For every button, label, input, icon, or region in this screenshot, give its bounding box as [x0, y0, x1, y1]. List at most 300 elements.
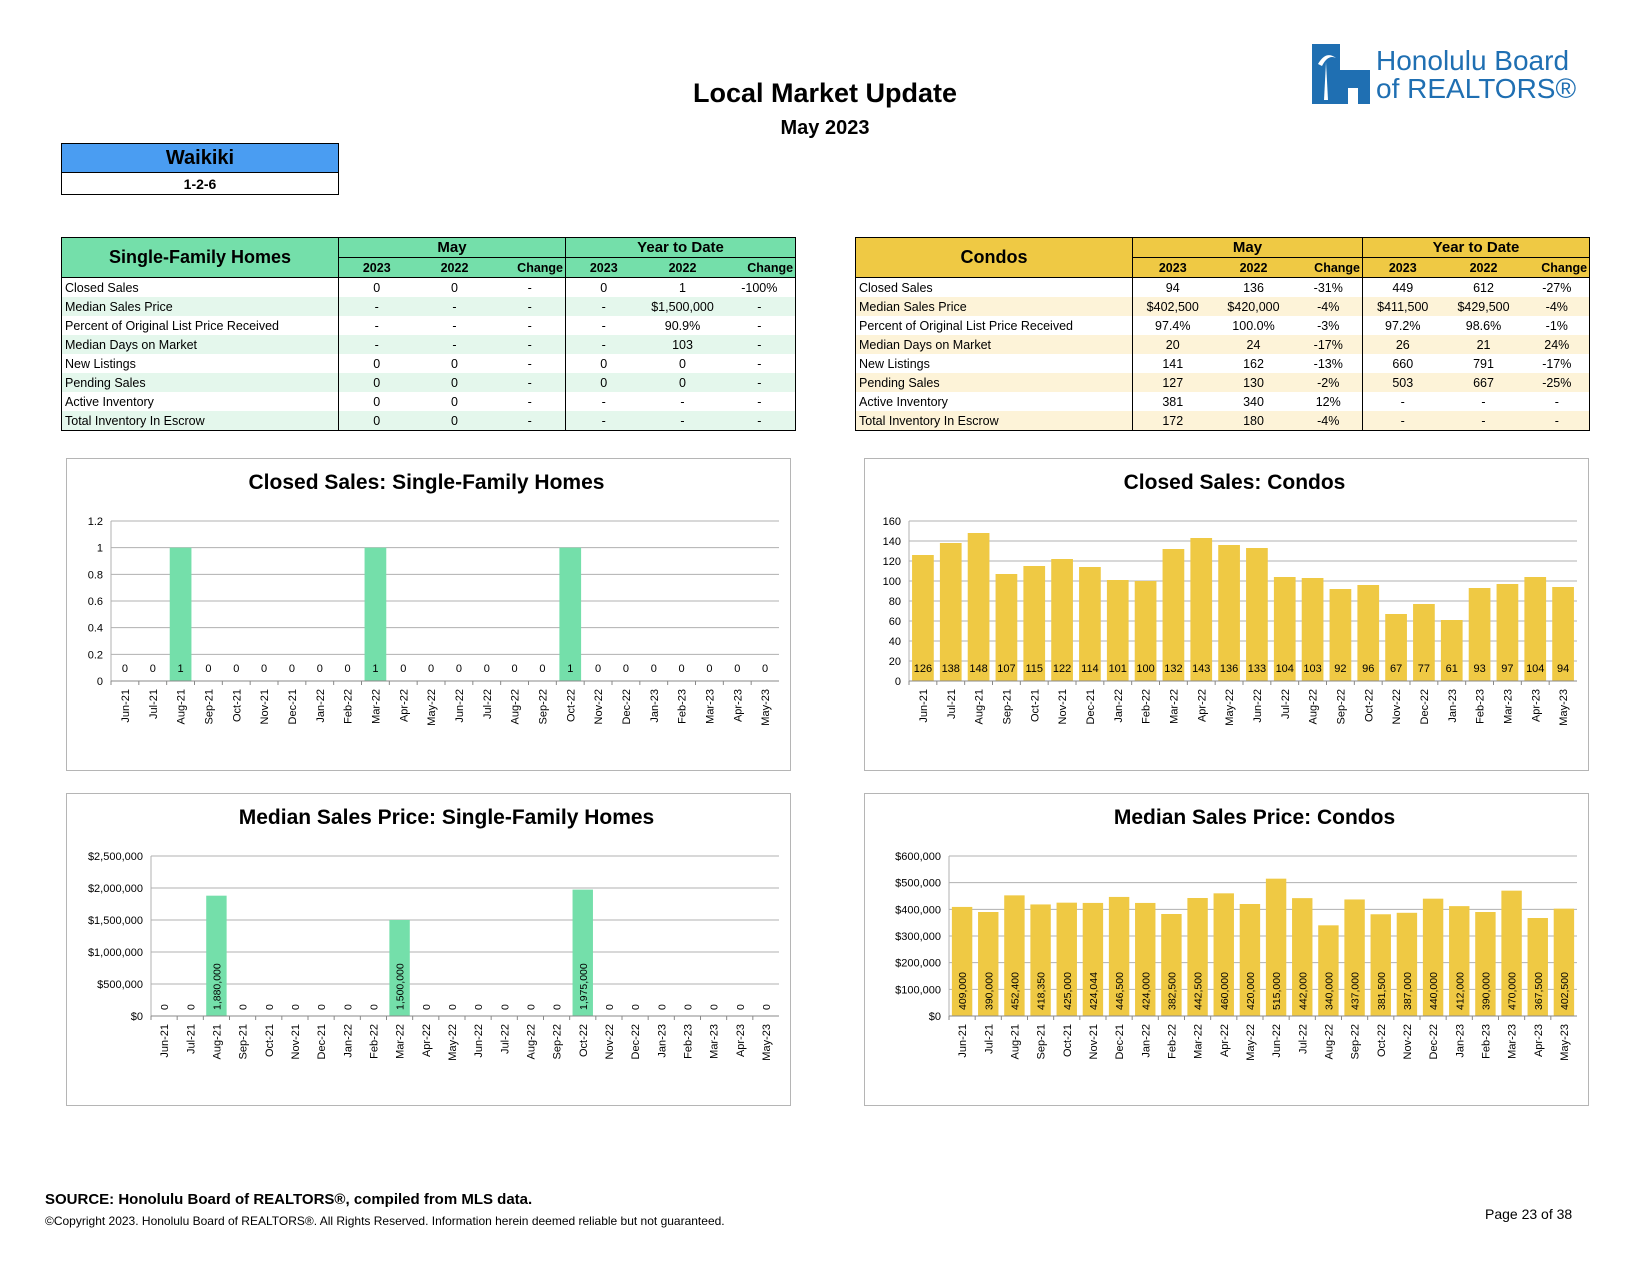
data-label: 0: [706, 663, 713, 675]
x-tick-label: Aug-22: [525, 1024, 538, 1060]
x-tick-label: Jul-21: [185, 1024, 198, 1054]
data-label: 0: [288, 663, 295, 675]
x-tick-label: Jan-22: [1112, 689, 1125, 723]
row-value: 20: [1133, 335, 1213, 354]
data-label: 418,350: [1035, 972, 1048, 1010]
data-label: 114: [1081, 663, 1099, 675]
row-label: Median Sales Price: [856, 297, 1133, 316]
row-value: 667: [1443, 373, 1525, 392]
x-tick-label: Nov-21: [1057, 689, 1070, 725]
y-tick-label: $2,000,000: [87, 883, 143, 895]
condo-table-row: [856, 411, 1590, 431]
row-value: 0: [566, 373, 642, 392]
row-value: -: [495, 335, 566, 354]
row-value: -: [339, 335, 415, 354]
data-label: 0: [261, 663, 268, 675]
x-tick-label: May-23: [1558, 689, 1571, 726]
x-tick-label: Jul-22: [1279, 689, 1292, 719]
row-value: 0: [642, 373, 724, 392]
y-tick-label: 0.2: [87, 649, 103, 662]
condo-table-title: Condos: [856, 238, 1133, 278]
copyright-note: ©Copyright 2023. Honolulu Board of REALTORS®. All Rights Reserved. Information herein deemed reliable but not guaranteed.: [45, 1214, 725, 1228]
row-label: Pending Sales: [856, 373, 1133, 392]
x-tick-label: Jan-22: [314, 689, 327, 723]
row-value: -: [757, 318, 762, 333]
row-value: 0: [339, 392, 415, 411]
data-label: 0: [316, 1004, 329, 1010]
page-number: Page 23 of 38: [1485, 1206, 1573, 1222]
x-tick-label: Aug-21: [211, 1024, 224, 1060]
median-price-sfh-chart: [66, 793, 791, 1106]
x-tick-label: Jun-21: [159, 1024, 172, 1058]
x-tick-label: Mar-23: [1506, 1024, 1519, 1059]
sfh-table-row: [62, 392, 796, 411]
x-tick-label: Apr-23: [1532, 1024, 1545, 1058]
x-tick-label: Mar-23: [704, 689, 717, 724]
sfh-group-ytd: Year to Date: [566, 238, 796, 258]
row-value: -: [724, 373, 796, 392]
row-value: -100%: [741, 280, 778, 295]
x-tick-label: Jun-22: [473, 1024, 486, 1058]
x-tick-label: Sep-21: [1035, 1024, 1048, 1060]
row-value: 172: [1133, 411, 1213, 431]
sfh-stats-table: [61, 237, 796, 431]
x-tick-label: Jan-23: [656, 1024, 669, 1058]
palm-house-icon: [1312, 44, 1370, 104]
data-label: 0: [511, 663, 518, 675]
data-label: 0: [551, 1004, 564, 1010]
median-price-condo-chart: [864, 793, 1589, 1106]
sfh-table-row: [62, 335, 796, 354]
col-header: 2022: [1443, 258, 1525, 278]
x-tick-label: Sep-22: [1335, 689, 1348, 725]
y-tick-label: 20: [888, 656, 901, 668]
sfh-table-row: [62, 297, 796, 316]
row-value: -: [680, 394, 685, 409]
row-value: -: [339, 316, 415, 335]
row-value: -: [566, 335, 642, 354]
row-value: $411,500: [1363, 297, 1443, 316]
x-tick-label: Jun-21: [917, 689, 930, 723]
x-tick-label: Dec-21: [1114, 1024, 1127, 1060]
x-tick-label: Sep-21: [203, 689, 216, 725]
data-label: 1: [372, 663, 379, 675]
row-value: 97.4%: [1133, 316, 1213, 335]
chart-title: Closed Sales: Single-Family Homes: [248, 471, 605, 494]
y-tick-label: $500,000: [97, 979, 143, 991]
x-tick-label: Mar-22: [1168, 689, 1181, 724]
row-value: -4%: [1295, 297, 1363, 316]
y-tick-label: $200,000: [895, 957, 941, 970]
row-value: -: [1363, 411, 1443, 431]
x-tick-label: Jul-22: [481, 689, 494, 719]
row-value: 340: [1243, 394, 1264, 409]
x-tick-label: Apr-22: [398, 689, 411, 723]
data-label: 0: [708, 1004, 721, 1010]
data-label: 0: [316, 663, 323, 675]
data-label: 115: [1025, 663, 1044, 675]
row-value: -13%: [1313, 356, 1343, 371]
data-label: 0: [650, 663, 657, 675]
x-tick-label: Jun-21: [957, 1024, 970, 1058]
chart-svg: [865, 794, 1590, 1107]
data-label: 442,000: [1297, 972, 1310, 1010]
data-label: 0: [760, 1004, 773, 1010]
x-tick-label: Mar-22: [370, 689, 383, 724]
row-value: 0: [679, 356, 686, 371]
row-value: -: [566, 297, 642, 316]
col-header: Change: [724, 258, 796, 278]
data-label: 93: [1473, 663, 1486, 675]
row-value: 791: [1473, 356, 1494, 371]
data-label: 470,000: [1506, 972, 1519, 1010]
condo-table-row: [856, 354, 1590, 373]
row-value: -: [527, 356, 532, 371]
logo-line-2: of REALTORS®: [1376, 73, 1577, 104]
data-label: 103: [1303, 663, 1322, 675]
data-label: 0: [159, 1004, 172, 1010]
row-value: $1,500,000: [642, 297, 724, 316]
x-tick-label: Feb-23: [682, 1024, 695, 1059]
x-tick-label: Jun-22: [1271, 1024, 1284, 1058]
x-tick-label: Sep-22: [551, 1024, 564, 1060]
data-label: 67: [1389, 663, 1403, 675]
data-label: 136: [1219, 663, 1239, 675]
row-value: 0: [339, 354, 415, 373]
y-tick-label: $100,000: [895, 984, 941, 997]
row-value: -: [495, 411, 566, 431]
row-value: -: [1481, 394, 1486, 409]
sfh-table-row: [62, 354, 796, 373]
bar: [1190, 538, 1212, 681]
data-label: 1: [567, 663, 574, 675]
row-value: -: [642, 411, 724, 431]
data-label: 402,500: [1558, 972, 1571, 1010]
row-value: -27%: [1542, 280, 1572, 295]
sfh-table-row: [62, 278, 796, 298]
row-value: -17%: [1542, 356, 1572, 371]
x-tick-label: Dec-21: [286, 689, 299, 725]
x-tick-label: Dec-21: [316, 1024, 329, 1060]
x-tick-label: Oct-22: [1375, 1024, 1388, 1058]
row-value: -: [757, 394, 762, 409]
bar: [1163, 549, 1185, 681]
row-value: -: [757, 356, 762, 371]
x-tick-label: Nov-22: [1401, 1024, 1414, 1060]
x-tick-label: Jul-21: [983, 1024, 996, 1054]
y-tick-label: 60: [888, 616, 901, 628]
data-label: 122: [1052, 663, 1072, 675]
row-value: -25%: [1525, 373, 1590, 392]
col-header: 2023: [339, 258, 415, 278]
x-tick-label: Sep-21: [1001, 689, 1014, 725]
area-box: [61, 143, 339, 195]
area-name: Waikiki: [62, 144, 338, 173]
row-label: Active Inventory: [859, 394, 948, 409]
row-value: 12%: [1315, 394, 1341, 409]
row-label: Active Inventory: [65, 394, 154, 409]
data-label: 0: [734, 1004, 747, 1010]
row-value: 26: [1363, 335, 1443, 354]
data-label: 0: [233, 663, 240, 675]
row-value: 98.6%: [1465, 318, 1502, 333]
data-label: 1,975,000: [577, 963, 590, 1010]
data-label: 0: [656, 1004, 669, 1010]
y-tick-label: $600,000: [895, 851, 941, 863]
row-value: -: [527, 318, 532, 333]
x-tick-label: Aug-21: [973, 689, 986, 725]
condo-table-row: [856, 373, 1590, 392]
x-tick-label: May-22: [446, 1024, 459, 1061]
data-label: 446,500: [1114, 972, 1127, 1010]
col-header: 2022: [415, 258, 495, 278]
data-label: 0: [121, 663, 128, 675]
x-tick-label: Nov-21: [289, 1024, 302, 1060]
row-value: 1: [679, 280, 686, 295]
data-label: 424,000: [1140, 972, 1153, 1010]
row-label: Median Days on Market: [62, 335, 339, 354]
x-tick-label: Apr-23: [734, 1024, 747, 1058]
y-tick-label: 40: [888, 636, 901, 648]
y-tick-label: 120: [882, 556, 901, 568]
row-value: 130: [1213, 373, 1295, 392]
data-label: 0: [342, 1004, 355, 1010]
y-tick-label: $2,500,000: [87, 851, 143, 863]
x-tick-label: May-22: [1224, 689, 1237, 726]
x-tick-label: May-23: [760, 689, 773, 726]
x-tick-label: Mar-22: [394, 1024, 407, 1059]
row-value: -: [527, 394, 532, 409]
data-label: 0: [603, 1004, 616, 1010]
data-label: 0: [428, 663, 435, 675]
row-value: -1%: [1545, 318, 1568, 333]
row-value: -: [415, 297, 495, 316]
data-label: 0: [539, 663, 546, 675]
row-value: -2%: [1295, 373, 1363, 392]
data-label: 148: [969, 663, 988, 675]
data-label: 0: [185, 1004, 198, 1010]
data-label: 0: [762, 663, 769, 675]
row-value: -: [1443, 411, 1525, 431]
row-value: 0: [339, 411, 415, 431]
row-value: 449: [1363, 278, 1443, 298]
x-tick-label: Feb-23: [1474, 689, 1487, 724]
data-label: 0: [499, 1004, 512, 1010]
data-label: 92: [1334, 663, 1347, 675]
x-tick-label: Nov-22: [593, 689, 606, 725]
x-tick-label: May-22: [1244, 1024, 1257, 1061]
col-header: Change: [1295, 258, 1363, 278]
data-label: 0: [149, 663, 156, 675]
data-label: 437,000: [1349, 972, 1362, 1010]
condo-table-row: [856, 335, 1590, 354]
row-value: -: [495, 373, 566, 392]
chart-svg: [865, 459, 1590, 772]
y-tick-label: 0: [894, 676, 901, 688]
x-tick-label: Jun-22: [1251, 689, 1264, 723]
col-header: Change: [1525, 258, 1590, 278]
x-tick-label: Feb-22: [1140, 689, 1153, 724]
row-value: 381: [1133, 392, 1213, 411]
row-value: 94: [1133, 278, 1213, 298]
row-value: 0: [415, 411, 495, 431]
data-label: 424,044: [1087, 972, 1100, 1010]
data-label: 381,500: [1375, 972, 1388, 1010]
data-label: 0: [289, 1004, 302, 1010]
row-label: Percent of Original List Price Received: [65, 318, 279, 333]
row-label: Median Days on Market: [856, 335, 1133, 354]
bar: [170, 548, 192, 681]
row-value: 136: [1243, 280, 1264, 295]
row-value: 24%: [1525, 335, 1590, 354]
data-label: 97: [1501, 663, 1514, 675]
x-tick-label: May-22: [426, 689, 439, 726]
data-label: 0: [595, 663, 602, 675]
source-note: SOURCE: Honolulu Board of REALTORS®, compiled from MLS data.: [45, 1191, 533, 1208]
col-header: 2022: [642, 258, 724, 278]
row-value: -: [452, 318, 457, 333]
row-value: 612: [1473, 280, 1494, 295]
data-label: 420,000: [1244, 972, 1257, 1010]
row-value: $420,000: [1213, 297, 1295, 316]
condo-group-ytd: Year to Date: [1363, 238, 1590, 258]
row-value: -4%: [1295, 411, 1363, 431]
data-label: 143: [1192, 663, 1211, 675]
col-header: 2023: [1363, 258, 1443, 278]
row-label: Total Inventory In Escrow: [62, 411, 339, 431]
data-label: 133: [1247, 663, 1267, 675]
data-label: 0: [525, 1004, 538, 1010]
row-label: Percent of Original List Price Received: [859, 318, 1073, 333]
x-tick-label: Oct-21: [231, 689, 244, 723]
closed-sales-sfh-chart: [66, 458, 791, 771]
x-tick-label: Sep-22: [1349, 1024, 1362, 1060]
row-value: -: [724, 297, 796, 316]
x-tick-label: Jan-22: [1140, 1024, 1153, 1058]
x-tick-label: Jul-22: [1297, 1024, 1310, 1054]
data-label: 0: [400, 663, 407, 675]
x-tick-label: Oct-22: [565, 689, 578, 723]
condo-table-row: [856, 392, 1590, 411]
col-header: 2023: [1133, 258, 1213, 278]
x-tick-label: Jan-23: [1446, 689, 1459, 723]
row-value: 0: [339, 278, 415, 298]
row-value: 21: [1443, 335, 1525, 354]
chart-title: Closed Sales: Condos: [1123, 471, 1346, 494]
row-label: Closed Sales: [859, 280, 933, 295]
x-tick-label: Nov-22: [603, 1024, 616, 1060]
x-tick-label: Aug-22: [1323, 1024, 1336, 1060]
y-tick-label: 100: [882, 576, 901, 588]
data-label: 387,000: [1401, 972, 1414, 1010]
bar: [1246, 548, 1268, 681]
x-tick-label: Sep-21: [237, 1024, 250, 1060]
x-tick-label: Apr-23: [732, 689, 745, 723]
data-label: 107: [997, 663, 1016, 675]
y-tick-label: 1: [96, 542, 103, 555]
condo-table-row: [856, 297, 1590, 316]
data-label: 0: [682, 1004, 695, 1010]
row-value: 0: [566, 354, 642, 373]
data-label: 0: [678, 663, 685, 675]
row-value: 103: [642, 335, 724, 354]
x-tick-label: Apr-22: [420, 1024, 433, 1058]
row-value: $402,500: [1133, 297, 1213, 316]
x-tick-label: Nov-22: [1391, 689, 1404, 725]
x-tick-label: Apr-22: [1218, 1024, 1231, 1058]
x-tick-label: Aug-22: [1307, 689, 1320, 725]
row-label: Median Sales Price: [62, 297, 339, 316]
chart-svg: [67, 459, 792, 772]
row-value: -: [1525, 411, 1590, 431]
row-value: 97.2%: [1363, 316, 1443, 335]
data-label: 1,880,000: [211, 963, 224, 1010]
data-label: 61: [1445, 663, 1458, 675]
data-label: 0: [473, 1004, 486, 1010]
hbr-logo: [1312, 44, 1612, 106]
bar: [968, 533, 990, 681]
x-tick-label: Dec-22: [1428, 1024, 1441, 1060]
x-tick-label: May-23: [1558, 1024, 1571, 1061]
data-label: 101: [1108, 663, 1127, 675]
sfh-group-may: May: [339, 238, 566, 258]
condo-table-row: [856, 316, 1590, 335]
x-tick-label: Feb-22: [1166, 1024, 1179, 1059]
row-value: 0: [451, 356, 458, 371]
col-header: 2023: [566, 258, 642, 278]
area-code: 1-2-6: [183, 176, 217, 192]
data-label: 412,000: [1454, 972, 1467, 1010]
x-tick-label: Dec-21: [1084, 689, 1097, 725]
row-value: -31%: [1313, 280, 1343, 295]
row-value: 660: [1363, 354, 1443, 373]
x-tick-label: Jun-21: [119, 689, 132, 723]
data-label: 0: [205, 663, 212, 675]
data-label: 96: [1362, 663, 1375, 675]
y-tick-label: 0.4: [87, 622, 103, 635]
x-tick-label: Apr-22: [1196, 689, 1209, 723]
row-value: 0: [451, 280, 458, 295]
bar: [559, 548, 581, 681]
col-header: 2022: [1213, 258, 1295, 278]
y-tick-label: 0.8: [87, 569, 103, 582]
row-value: 162: [1243, 356, 1264, 371]
data-label: 0: [263, 1004, 276, 1010]
x-tick-label: Jun-22: [453, 689, 466, 723]
data-label: 0: [622, 663, 629, 675]
data-label: 0: [368, 1004, 381, 1010]
x-tick-label: Feb-22: [342, 689, 355, 724]
x-tick-label: Oct-22: [577, 1024, 590, 1058]
x-tick-label: Oct-21: [1029, 689, 1042, 723]
row-value: -: [1554, 394, 1559, 409]
row-value: 0: [451, 394, 458, 409]
data-label: 77: [1417, 663, 1431, 675]
row-value: 100.0%: [1232, 318, 1275, 333]
x-tick-label: Apr-23: [1530, 689, 1543, 723]
data-label: 390,000: [1480, 972, 1493, 1010]
x-tick-label: Feb-22: [368, 1024, 381, 1059]
row-label: New Listings: [65, 356, 136, 371]
closed-sales-condo-chart: [864, 458, 1589, 771]
data-label: 1,500,000: [394, 963, 407, 1010]
data-label: 425,000: [1061, 972, 1074, 1010]
x-tick-label: Oct-22: [1363, 689, 1376, 723]
data-label: 0: [446, 1004, 459, 1010]
x-tick-label: Dec-22: [630, 1024, 643, 1060]
x-tick-label: Sep-22: [537, 689, 550, 725]
chart-title: Median Sales Price: Single-Family Homes: [238, 806, 655, 829]
